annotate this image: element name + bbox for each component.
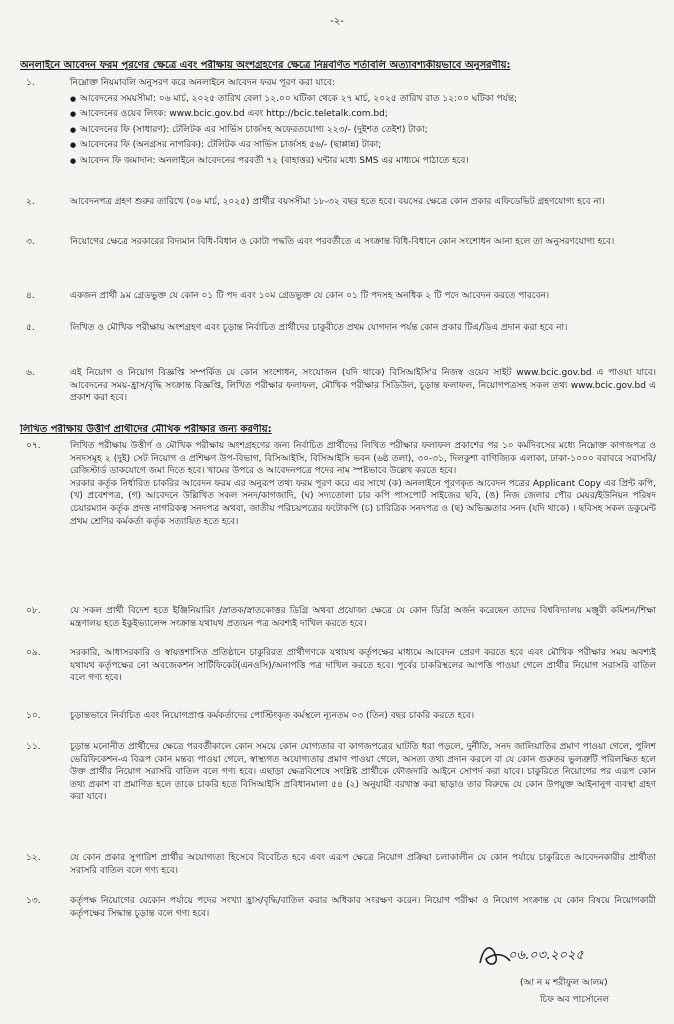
item-2	[20, 196, 656, 226]
item-text: আবেদনপত্র গ্রহণ শুরুর তারিখে (০৬ মার্চ, ২০২৫) প্রার্থীর বয়সসীমা ১৮-৩২ বছর হতে হবে। বয়সের ক্ষেত্রে কোন প্রকার এফিডেভিট গ্রহণযোগ্য হবে না।	[70, 197, 605, 207]
item-text: চূড়ান্তভাবে নির্বাচিত এবং নিয়োগপ্রাপ্ত কর্মকর্তাদের পোস্টিংকৃত কর্মস্থলে ন্যূনতম ০৩ (তিন) বছর চাকরি করতে হবে।	[70, 711, 475, 721]
item-number: ১৩.	[26, 896, 41, 906]
item-number: ০৮.	[26, 606, 41, 616]
item-number: ৩.	[26, 237, 35, 247]
item-4	[20, 290, 656, 320]
item-11	[20, 741, 656, 839]
item-3	[20, 236, 656, 266]
item-number: ১১.	[26, 742, 41, 752]
item-12	[20, 852, 656, 882]
item-1-intro: নিম্নোক্ত নিয়মাবলি অনুসরণ করে অনলাইনে আবেদন ফরম পূরণ করা যাবে:	[70, 78, 335, 88]
item-8	[20, 605, 656, 635]
bullet-deadline: ● আবেদনের সময়সীমা: ০৬ মার্চ, ২০২৫ তারিখ বেলা ১২.০০ ঘটিকা থেকে ২৭ মার্চ, ২০২৫ তারিখ রাত ১২:০০ ঘটিকা পর্যন্ত;	[70, 93, 656, 106]
item-number: ০৭.	[26, 441, 41, 451]
item-number: ১০.	[26, 711, 41, 721]
item-number: ১২.	[26, 853, 41, 863]
item-6	[20, 367, 656, 419]
item-10	[20, 710, 656, 726]
item-text: যে সকল প্রার্থী বিদেশ হতে ইঞ্জিনিয়ারিং /স্নাতক/স্নাতকোত্তর ডিগ্রি অথবা প্রযোজ্য ক্ষেত্রে যে কোন ডিগ্রি অর্জন করেছেন তাদের বিশ্ববিদ্যালয় মঞ্জুরী কমিশন/শিক্ষা মন্ত্রণালয় হতে ইকুইভ্যালেন্স সংক্রান্ত যথাযথ প্রত্যয়ন পত্র অবশ্যই দাখিল করতে হবে।	[70, 606, 656, 629]
item-text: লিখিত ও মৌখিক পরীক্ষায় অংশগ্রহণ এবং চূড়ান্ত নির্বাচিত প্রার্থীদের চাকুরীতে প্রথম যোগদান পর্যন্ত কোন প্রকার টিএ/ডিএ প্রদান করা হবে না।	[70, 323, 568, 333]
heading-written-exam: লিখিত পরীক্ষায় উত্তীর্ণ প্রার্থীদের মৌখিক পরীক্ষার জন্য করণীয়:	[20, 424, 272, 435]
bullet-fee-payment: ● আবেদন ফি জমাদান: অনলাইনে আবেদনের পরবর্তী ৭২ (বাহাত্তর) ঘন্টার মধ্যে SMS এর মাধ্যমে পাঠাতে হবে।	[70, 155, 656, 168]
item-number: ০৯.	[26, 648, 41, 658]
item-text: সরকারি, আধাসরকারি ও স্বায়ত্তশাসিত প্রতিষ্ঠানে চাকুরিরত প্রার্থীগণকে যথাযথ কর্তৃপক্ষের মাধ্যমে আবেদন প্রেরণ করতে হবে এবং মৌখিক পরীক্ষার সময় অবশ্যই যথাযথ কর্তৃপক্ষের নো অবজেকশন সার্টিফিকেট(এনওসি)/অনাপত্তি পত্র দাখিল করতে হবে। পূর্বের চাকরিস্থলের আপত্তি পাওয়া গেলে প্রার্থীর নিয়োগ সরাসরি বাতিল বলে গণ্য হবে।	[70, 648, 656, 684]
heading-online-application: অনলাইনে আবেদন ফরম পূরণের ক্ষেত্রে এবং পরীক্ষায় অংশগ্রহণের ক্ষেত্রে নিম্নবর্ণিত শর্তাবলি অত্যাবশ্যকীয়ভাবে অনুসরণীয়:	[20, 60, 511, 71]
item-text: চূড়ান্ত মনোনীত প্রার্থীদের ক্ষেত্রে পরবর্তীকালে কোন সময়ে কোন যোগ্যতার বা কাগজপত্রের ঘাটতি ধরা পড়লে, দুর্নীতি, সনদ জালিয়াতির প্রমাণ পাওয়া গেলে, পুলিশ ভেরিফিকেশন-এ বিরূপ কোন মন্তব্য পাওয়া গেলে, স্বাস্থ্যগত অযোগ্যতার প্রমাণ পাওয়া গেলে, অসত্য তথ্য প্রদান করলে বা যে কোন গুরুতর ভুলত্রুটি পরিলক্ষিত হলে উক্ত প্রার্থীর নিয়োগ সরাসরি বাতিল বলে গণ্য হবে। এছাড়া ক্ষেত্রবিশেষে সংশ্লিষ্ট প্রার্থীকে ফৌজদারি আইনে সোপর্দ করা যাবে। চাকুরিতে নিয়োগের পর এরূপ কোন তথ্য প্রকাশ বা প্রমাণিত হলে তাকে চাকরি হতে বিসিআইসি প্রবিধানমালা ৫৪ (২) অনুযায়ী বরখাস্ত করা ছাড়াও তার বিরুদ্ধে যে কোন উপযুক্ত আইনানুগ ব্যবস্থা গ্রহণ করা যাবে।	[70, 742, 656, 803]
item-7-text: লিখিত পরীক্ষায় উত্তীর্ণ ও মৌখিক পরীক্ষায় অংশগ্রহণের জন্য নির্বাচিত প্রার্থীদের লিখিত পরীক্ষার ফলাফল প্রকাশের পর ১০ কর্মদিবসের মধ্যে নিম্নোক্ত কাগজপত্র ও সনদসমূহ ২ (দুই) সেট নিয়োগ ও প্রশিক্ষণ উপ-বিভাগ, বিসিআইসি, বিসিআইসি ভবন (৬ষ্ঠ তলা), ৩০-৩১, দিলকুশা বাণিজ্যিক এলাকা, ঢাকা-১০০০ বরাবরে সরাসরি/রেজিস্টার্ড ডাকযোগে জমা দিতে হবে। খামের উপরে ও আবেদনপত্রে পদের নাম স্পষ্টভাবে উল্লেখ করতে হবে।	[70, 441, 656, 477]
item-number: ৬.	[26, 368, 35, 378]
item-7-text-2: সরকার কর্তৃক নির্ধারিত চাকরির আবেদন ফরম এর অনুরূপ তথ্য ফরম পূরণ করে এর সাথে (ক) অনলাইনে পূরণকৃত আবেদন পত্রের Applicant Copy এর প্রিন্ট কপি, (খ) প্রবেশপত্র, (গ) আবেদনে উল্লিখিত সকল সনদ/কাগজাদি, (ঘ) সদ্যতোলা চার কপি পাসপোর্ট সাইজের ছবি, (ঙ) নিজ জেলার পৌর মেয়র/ইউনিয়ন পরিষদ চেয়ারম্যান কর্তৃক প্রদত্ত নাগরিকত্ব সনদপত্র অথবা, জাতীয় পরিচয়পত্রের ফটোকপি (চ) চারিত্রিক সনদপত্র ও (ছ) অভিজ্ঞতার সনদ (যদি থাকে) । ছবিসহ সকল ডকুমেন্ট প্রথম শ্রেণির কর্মকর্তা কর্তৃক সত্যায়িত হতে হবে।	[70, 478, 656, 527]
signature-date: ০৬.০৩.২০২৫	[508, 948, 584, 963]
signatory-designation: চিফ অব পার্সোনেল	[540, 995, 610, 1005]
item-text: এই নিয়োগ ও নিয়োগ বিজ্ঞপ্তি সম্পর্কিত যে কোন সংশোধন, সংযোজন (যদি থাকে) বিসিআইসি'র নিজস্ব ওয়েব সাইট www.bcic.gov.bd এ পাওয়া যাবে। আবেদনের সময়-হ্রাস/বৃদ্ধি সংক্রান্ত বিজ্ঞপ্তি, লিখিত পরীক্ষার ফলাফল, মৌখিক পরীক্ষার সিডিউল, চূড়ান্ত ফলাফল, নিয়োগপত্রসহ সকল তথ্য www.bcic.gov.bd এ প্রকাশ করা হবে।	[70, 368, 656, 404]
signatory-name: (আ ন ম শরীফুল আলম)	[520, 978, 608, 988]
bullet-fee-backward: ● আবেদনের ফি (অনগ্রসর নাগরিক): টেলিটক এর সার্ভিস চার্জসহ ৫৬/- (ছাপ্পান্ন) টাকা;	[70, 139, 656, 152]
item-number: ৪.	[26, 291, 35, 301]
item-text: কর্তৃপক্ষ নিয়োগের যেকোন পর্যায়ে পদের সংখ্যা হ্রাস/বৃদ্ধি/বাতিল করার অধিকার সংরক্ষণ করেন। নিয়োগ পরীক্ষা ও নিয়োগ সংক্রান্ত যে কোন বিষয়ে নিয়োগকারী কর্তৃপক্ষের সিদ্ধান্ত চূড়ান্ত বলে গণ্য হবে।	[70, 896, 656, 919]
bullet-web-link: ● আবেদনের ওয়েব লিংক: www.bcic.gov.bd এবং http://bcic.teletalk.com.bd;	[70, 108, 656, 121]
item-number: ২.	[26, 197, 35, 207]
item-7	[20, 440, 656, 600]
item-number: ১.	[26, 78, 35, 88]
item-text: নিয়োগের ক্ষেত্রে সরকারের বিদ্যমান বিধি-বিধান ও কোটা পদ্ধতি এবং পরবর্তীতে এ সংক্রান্ত বিধি-বিধানে কোন সংশোধন আনা হলে তা অনুসরণযোগ্য হবে।	[70, 237, 615, 247]
page-number: -২-	[330, 16, 344, 27]
item-number: ৫.	[26, 323, 35, 333]
bullet-fee-general: ● আবেদনের ফি (সাধারণ): টেলিটক এর সার্ভিস চার্জসহ অফেরতযোগ্য ২২৩/- (দুইশত তেইশ) টাকা;	[70, 124, 656, 137]
item-13	[20, 895, 656, 925]
item-9	[20, 647, 656, 691]
item-1	[20, 77, 656, 185]
item-text: যে কোন প্রকার সুপারিশ প্রার্থীর অযোগ্যতা হিসেবে বিবেচিত হবে এবং এরূপ ক্ষেত্রে নিয়োগ প্রক্রিয়া চলাকালীন যে কোন পর্যায়ে চাকুরিতে আবেদনকারীর প্রার্থীতা সরাসরি বাতিল বলে গণ্য হবে।	[70, 853, 656, 876]
item-5	[20, 322, 656, 352]
item-text: একজন প্রার্থী ৯ম গ্রেডভুক্ত যে কোন ০১ টি পদ এবং ১০ম গ্রেডভুক্ত যে কোন ০১ টি পদসহ অনধিক ২ টি পদে আবেদন করতে পারবেন।	[70, 291, 550, 301]
